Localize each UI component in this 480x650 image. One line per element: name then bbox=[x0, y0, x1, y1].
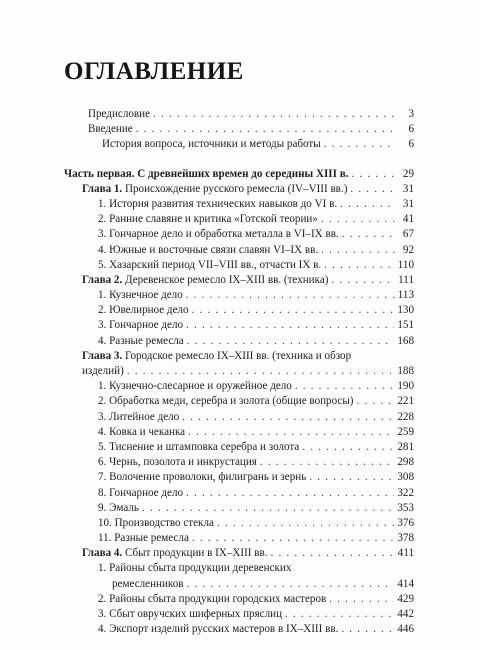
toc-entry-label: Введение bbox=[88, 123, 133, 136]
toc-entry-label: 3. Сбыт овручских шиферных пряслиц bbox=[98, 608, 283, 621]
toc-page-number: 110 bbox=[397, 258, 414, 271]
leader-dots bbox=[302, 440, 394, 455]
toc-chapter-label bbox=[82, 273, 328, 288]
toc-entry-label: 1. Кузнечное дело bbox=[98, 289, 183, 302]
toc-chapter-label bbox=[82, 182, 347, 197]
chapter-title: Происхождение русского ремесла (IV–VIII вв.) bbox=[125, 182, 348, 195]
leader-dots bbox=[187, 577, 395, 592]
toc-entry-label: 3. Литейное дело bbox=[98, 410, 180, 423]
toc-page-number: 92 bbox=[402, 243, 414, 256]
toc-section[interactable] bbox=[64, 197, 414, 212]
toc-page-number: 308 bbox=[397, 471, 414, 484]
toc-section[interactable] bbox=[64, 303, 414, 318]
toc-page-number: 130 bbox=[397, 304, 414, 317]
toc-entry-label: 2. Районы сбыта продукции городских мастеров bbox=[98, 592, 327, 605]
toc-section[interactable] bbox=[64, 622, 414, 637]
toc-section[interactable] bbox=[64, 410, 414, 425]
leader-dots bbox=[324, 258, 395, 273]
toc-section[interactable] bbox=[64, 318, 414, 333]
toc-section[interactable] bbox=[64, 486, 414, 501]
toc-page-number: 6 bbox=[408, 138, 414, 151]
leader-dots bbox=[192, 303, 395, 318]
toc-entry-label: 4. Южные и восточные связи славян VI–IX вв. bbox=[98, 243, 319, 256]
toc-section[interactable] bbox=[64, 288, 414, 303]
page-title: ОГЛАВЛЕНИЕ bbox=[64, 58, 244, 85]
toc-chapter-1[interactable] bbox=[64, 182, 414, 197]
toc-page-number: 31 bbox=[402, 182, 414, 195]
chapter-title: Городское ремесло IX–XIII вв. (техника и обзор bbox=[125, 349, 352, 362]
leader-dots bbox=[351, 167, 395, 182]
leader-dots bbox=[136, 122, 395, 137]
leader-dots bbox=[188, 425, 394, 440]
toc-page-number: 298 bbox=[397, 456, 414, 469]
toc-entry-label: 4. Разные ремесла bbox=[98, 334, 184, 347]
toc-section[interactable] bbox=[64, 501, 414, 516]
toc-page-number: 3 bbox=[408, 108, 414, 120]
leader-dots bbox=[186, 318, 394, 333]
leader-dots bbox=[342, 227, 395, 242]
leader-dots bbox=[285, 607, 394, 622]
toc-section[interactable] bbox=[64, 258, 414, 273]
leader-dots bbox=[127, 364, 395, 379]
toc-entry-label: История вопроса, источники и методы работы bbox=[102, 138, 321, 151]
chapter-number: Глава 1. bbox=[82, 182, 123, 195]
toc-chapter-4[interactable] bbox=[64, 546, 414, 561]
leader-dots bbox=[350, 182, 395, 197]
toc-entry-label: 9. Эмаль bbox=[98, 501, 139, 514]
toc-entry-label: 2. Ранние славяне и критика «Готской теории» bbox=[98, 213, 318, 226]
toc-entry-label: 8. Гончарное дело bbox=[98, 486, 184, 499]
toc-page-number: 31 bbox=[402, 197, 414, 210]
toc-page-number: 221 bbox=[397, 395, 414, 408]
toc-page-number: 259 bbox=[397, 425, 414, 438]
leader-dots bbox=[329, 592, 394, 607]
toc-page-number: 6 bbox=[408, 123, 414, 136]
toc-page-number: 414 bbox=[397, 577, 414, 590]
toc-page-number: 228 bbox=[397, 410, 414, 423]
leader-dots bbox=[309, 470, 394, 485]
toc-section[interactable] bbox=[64, 334, 414, 349]
toc-entry-label: 1. Кузнечно-слесарное и оружейное дело bbox=[98, 380, 292, 393]
toc-section[interactable] bbox=[64, 470, 414, 485]
toc-entry-introduction[interactable] bbox=[64, 122, 414, 137]
leader-dots bbox=[186, 486, 394, 501]
leader-dots bbox=[321, 243, 395, 258]
toc-page-number: 376 bbox=[397, 516, 414, 529]
toc-section[interactable] bbox=[64, 379, 414, 394]
toc-page-number: 168 bbox=[397, 334, 414, 347]
leader-dots bbox=[357, 394, 395, 409]
toc-part-1[interactable] bbox=[64, 167, 414, 182]
toc-section[interactable] bbox=[64, 425, 414, 440]
toc-section[interactable] bbox=[64, 212, 414, 227]
toc-section[interactable] bbox=[64, 227, 414, 242]
toc-page-number: 113 bbox=[397, 289, 414, 302]
toc-page-number: 429 bbox=[397, 592, 414, 605]
toc-chapter-label bbox=[82, 349, 414, 364]
toc-section[interactable] bbox=[64, 243, 414, 258]
toc-page-number: 281 bbox=[397, 440, 414, 453]
toc-entry-preface[interactable] bbox=[64, 107, 414, 122]
toc-page-number: 188 bbox=[397, 365, 414, 378]
toc-entry-label: 3. Гончарное дело bbox=[98, 319, 184, 332]
toc-entry-label: 2. Ювелирное дело bbox=[98, 304, 189, 317]
leader-dots bbox=[321, 212, 395, 227]
toc-page-number: 322 bbox=[397, 486, 414, 499]
toc-page-number: 442 bbox=[397, 608, 414, 621]
toc-section[interactable] bbox=[64, 592, 414, 607]
toc-chapter-3[interactable] bbox=[64, 349, 414, 379]
leader-dots bbox=[217, 516, 394, 531]
toc-part-label: Часть первая. С древнейших времен до середины XIII в. bbox=[64, 167, 349, 180]
toc-entry-label: Предисловие bbox=[88, 108, 151, 120]
toc-section[interactable] bbox=[64, 531, 414, 546]
toc-page-number: 151 bbox=[397, 319, 414, 332]
toc-page-number: 111 bbox=[398, 273, 414, 286]
toc-entry-label: 2. Обработка меди, серебра и золота (общие вопросы) bbox=[98, 395, 354, 408]
toc-entry-label: 5. Хазарский период VII–VIII вв., отчасти IX в. bbox=[98, 258, 322, 271]
leader-dots bbox=[331, 273, 395, 288]
leader-dots bbox=[142, 501, 394, 516]
leader-dots bbox=[192, 531, 394, 546]
toc-chapter-label bbox=[82, 546, 268, 561]
chapter-title: Сбыт продукции в IX–XIII вв. bbox=[125, 547, 268, 560]
leader-dots bbox=[182, 410, 394, 425]
toc-entry-history[interactable] bbox=[64, 137, 414, 152]
leader-dots bbox=[153, 107, 395, 122]
toc-page-number: 378 bbox=[397, 532, 414, 545]
leader-dots bbox=[186, 288, 395, 303]
toc-page-number: 446 bbox=[397, 623, 414, 636]
toc-chapter-2[interactable] bbox=[64, 273, 414, 288]
toc-entry-label: 11. Разные ремесла bbox=[98, 532, 189, 545]
toc-section[interactable] bbox=[64, 561, 414, 591]
toc-section[interactable] bbox=[64, 440, 414, 455]
leader-dots bbox=[271, 546, 395, 561]
toc-entry-label: 1. Районы сбыта продукции деревенских bbox=[98, 562, 292, 575]
toc-page-number: 190 bbox=[397, 380, 414, 393]
leader-dots bbox=[340, 197, 395, 212]
toc-section[interactable] bbox=[64, 455, 414, 470]
toc-page-number: 353 bbox=[397, 501, 414, 514]
toc-entry-label: 5. Тиснение и штамповка серебра и золота bbox=[98, 440, 300, 453]
chapter-title-continued: изделий) bbox=[82, 365, 124, 378]
toc-page-number: 41 bbox=[402, 213, 414, 226]
toc-entry-label-continued: ремесленников bbox=[112, 577, 184, 590]
leader-dots bbox=[295, 379, 395, 394]
toc-page-number: 29 bbox=[402, 167, 414, 180]
chapter-number: Глава 4. bbox=[82, 547, 123, 560]
leader-dots bbox=[324, 137, 395, 152]
toc-section[interactable] bbox=[64, 516, 414, 531]
leader-dots bbox=[341, 622, 394, 637]
leader-dots bbox=[187, 334, 395, 349]
toc-page-number: 411 bbox=[397, 547, 414, 560]
toc-page-number: 67 bbox=[402, 228, 414, 241]
chapter-number: Глава 2. bbox=[82, 273, 123, 286]
table-of-contents bbox=[64, 107, 414, 637]
toc-entry-label: 1. История развития технических навыков до VI в. bbox=[98, 197, 338, 210]
toc-entry-label: 4. Экспорт изделий русских мастеров в IX–XIII вв. bbox=[98, 623, 339, 636]
toc-section[interactable] bbox=[64, 607, 414, 622]
chapter-number: Глава 3. bbox=[82, 349, 123, 362]
toc-entry-label: 6. Чернь, позолота и инкрустация bbox=[98, 456, 257, 469]
leader-dots bbox=[260, 455, 394, 470]
toc-section[interactable] bbox=[64, 394, 414, 409]
toc-entry-label: 10. Производство стекла bbox=[98, 516, 214, 529]
toc-entry-label: 4. Ковка и чеканка bbox=[98, 425, 186, 438]
toc-entry-label: 7. Волочение проволоки, филигрань и зернь bbox=[98, 471, 307, 484]
chapter-title: Деревенское ремесло IX–XIII вв. (техника) bbox=[125, 273, 329, 286]
toc-entry-label: 3. Гончарное дело и обработка металла в VI–IX вв. bbox=[98, 228, 339, 241]
